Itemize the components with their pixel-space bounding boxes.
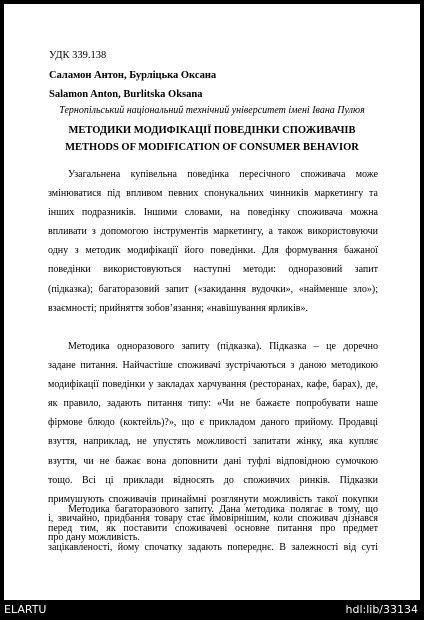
text-line: модифікації поведінки у закладах харчування (ресторанах, кафе, барах), де,: [48, 379, 378, 391]
text-line: зацікавленості, йому спочатку задають попереднє. В залежності від суті: [48, 542, 378, 554]
document-page: [4, 4, 420, 600]
text-line: задане питання. Найчастіше споживачі зустрічаються з даною методикою: [48, 360, 378, 372]
text-line: перед тим, як поставити споживачеві основне питання про предмет: [48, 523, 378, 535]
text-line: впливати з допомогою інструментів маркетингу, а також використовуючи: [48, 226, 378, 238]
viewer-footer-bar: [0, 600, 424, 620]
handle-label: hdl:lib/33134: [345, 603, 418, 616]
authors-ukrainian: Саламон Антон, Бурліцька Оксана: [49, 70, 217, 81]
authors-english: Salamon Anton, Burlitska Oksana: [49, 89, 203, 100]
text-line: поведінки використовуються наступні методи: одноразовий запит: [48, 264, 378, 276]
text-line: взуття, чи не бажає вона доповнити дані туфлі відповідною сумочкою: [48, 455, 378, 467]
text-line: як правило, задають питання типу: «Чи не бажаєте попробувати наше: [48, 398, 378, 410]
text-line: про дану можливість.: [48, 531, 140, 543]
text-line: Методика одноразового запиту (підказка). Підказка – це доречно: [68, 341, 378, 352]
text-line: тощо. Всі ці приклади відносять до споживчих ринків. Підказки: [48, 474, 378, 486]
udc-code: УДК 339.138: [49, 50, 107, 61]
title-ukrainian: МЕТОДИКИ МОДИФІКАЦІЇ ПОВЕДІНКИ СПОЖИВАЧІВ: [68, 125, 356, 136]
text-line: примушують споживачів принаймні розглянути можливість такої покупки: [48, 493, 378, 505]
text-line: Узагальнена купівельна поведінка пересічного споживача може: [68, 169, 378, 180]
text-line: змінюватися під впливом певних спонукальних чинників маркетингу та: [48, 188, 378, 200]
text-line: взуття, наприклад, не упустять можливості запитати жінку, яка купляє: [48, 436, 378, 448]
text-line: фірмове блюдо (коктейль)?», що є прикладом даного прийому. Продавці: [48, 417, 378, 429]
text-line: (підказка); багаторазовий запит («закидання вудочки», «найменше зло»);: [48, 283, 378, 295]
paragraph-1: [48, 165, 378, 318]
paragraph-3: [48, 500, 378, 557]
text-line: інших подразників. Іншими словами, на поведінку споживача можна: [48, 207, 378, 219]
text-line: одну з методик модифікації його поведінки. Для формування бажаної: [48, 245, 378, 257]
text-line: взаємності; прийняття зобов’язання; «навішування ярликів».: [48, 302, 308, 314]
text-line: і, звичайно, придбання товару стає ймовірнішим, коли споживач дізнався: [48, 512, 378, 524]
affiliation: Тернопільський національний технічний університет імені Івана Пулюя: [59, 105, 365, 116]
text-line: Методика багаторазового запиту. Дана методика полягає в тому, що: [68, 504, 378, 515]
title-english: METHODS OF MODIFICATION OF CONSUMER BEHAVIOR: [65, 142, 359, 153]
repository-label: ELARTU: [4, 603, 47, 616]
